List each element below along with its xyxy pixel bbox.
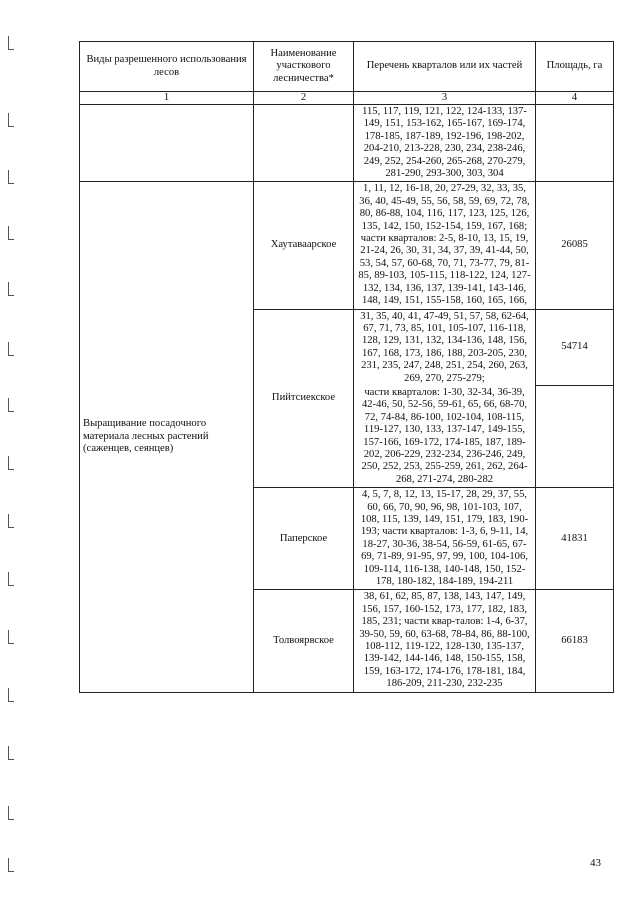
binder-mark [4, 572, 18, 586]
binder-mark [4, 342, 18, 356]
area-cell: 26085 [536, 182, 614, 309]
binder-mark [4, 282, 18, 296]
quarters-cell: 31, 35, 40, 41, 47-49, 51, 57, 58, 62-64, 67, 71, 73, 85, 101, 105-107, 116-118, 128, 129, 131, 132, 134-136, 148, 156, 167, 168, 173, 186, 188, 203-205, 230, 231, 235, 247, 248, 251, 254, 260, 263, 269, 270, 275-279; [354, 309, 536, 386]
column-number: 4 [536, 92, 614, 105]
table-row [80, 105, 614, 182]
quarters-cell: 38, 61, 62, 85, 87, 138, 143, 147, 149, 156, 157, 160-152, 173, 177, 182, 183, 185, 231; части квар-талов: 1-4, 6-37, 39-50, 59, 60, 63-68, 78-84, 86, 88-100, 108-112, 119-122, 128-130, 135-137, 139-142, 144-146, 148, 150-155, 158, 159, 163-172, 174-176, 178-181, 184, 186-209, 211-230, 232-235 [354, 590, 536, 692]
column-number: 1 [80, 92, 254, 105]
table-row [80, 182, 614, 309]
binder-mark [4, 36, 18, 50]
binder-mark [4, 858, 18, 872]
empty-cell [536, 386, 614, 488]
binder-mark [4, 456, 18, 470]
header-row [80, 42, 614, 92]
forestry-cell: Толвоярвское [254, 590, 354, 692]
page-number: 43 [590, 857, 601, 869]
column-number-row [80, 92, 614, 105]
forestry-cell: Пийтсиекское [254, 309, 354, 488]
header-quarters: Перечень кварталов или их частей [354, 42, 536, 92]
binder-mark [4, 514, 18, 528]
area-cell: 41831 [536, 488, 614, 590]
header-use-type: Виды разрешенного использования лесов [80, 42, 254, 92]
binder-mark [4, 746, 18, 760]
column-number: 2 [254, 92, 354, 105]
binder-mark [4, 398, 18, 412]
header-forestry: Наименование участкового лесничества* [254, 42, 354, 92]
area-cell: 66183 [536, 590, 614, 692]
use-type-cell: Выращивание посадочного материала лесных растений (саженцев, сеянцев) [80, 182, 254, 692]
forest-use-table [79, 41, 614, 693]
quarters-cell: 1, 11, 12, 16-18, 20, 27-29, 32, 33, 35, 36, 40, 45-49, 55, 56, 58, 59, 69, 72, 78, 80, 86-88, 104, 116, 117, 123, 125, 126, 135, 142, 150, 152-154, 159, 167, 168; части кварталов: 2-5, 8-10, 13, 15, 19, 21-24, 26, 30, 31, 34, 37, 39, 41-44, 50, 53, 54, 57, 60-68, 70, 71, 73-77, 79, 81-85, 89-103, 105-115, 118-122, 124, 127-132, 134, 136, 137, 139-141, 143-146, 148, 149, 151, 155-158, 160, 165, 166, [354, 182, 536, 309]
binder-mark [4, 170, 18, 184]
empty-cell [254, 105, 354, 182]
quarters-cell: части кварталов: 1-30, 32-34, 36-39, 42-46, 50, 52-56, 59-61, 65, 66, 68-70, 72, 74-84, 86-100, 102-104, 108-115, 119-127, 130, 133, 137-147, 149-155, 157-166, 169-172, 174-185, 187, 189-202, 206-229, 232-234, 236-246, 249, 250, 252, 253, 255-259, 261, 262, 264-268, 271-274, 280-282 [354, 386, 536, 488]
header-area: Площадь, га [536, 42, 614, 92]
area-cell: 54714 [536, 309, 614, 386]
binder-mark [4, 226, 18, 240]
quarters-cell: 115, 117, 119, 121, 122, 124-133, 137-149, 151, 153-162, 165-167, 169-174, 178-185, 187-189, 192-196, 198-202, 204-210, 213-228, 230, 234, 238-246, 249, 252, 254-260, 265-268, 270-279, 281-290, 293-300, 303, 304 [354, 105, 536, 182]
binder-mark [4, 630, 18, 644]
quarters-cell: 4, 5, 7, 8, 12, 13, 15-17, 28, 29, 37, 55, 60, 66, 70, 90, 96, 98, 101-103, 107, 108, 115, 139, 149, 151, 179, 183, 190-193; части кварталов: 1-3, 6, 9-11, 14, 18-27, 30-36, 38-54, 56-59, 61-65, 67-69, 71-89, 91-95, 97, 99, 100, 104-106, 109-114, 116-138, 140-148, 150, 152-178, 180-182, 184-189, 194-211 [354, 488, 536, 590]
binder-mark [4, 806, 18, 820]
empty-cell [536, 105, 614, 182]
binder-mark [4, 113, 18, 127]
binder-mark [4, 688, 18, 702]
forestry-cell: Паперское [254, 488, 354, 590]
column-number: 3 [354, 92, 536, 105]
forestry-cell: Хаутаваарское [254, 182, 354, 309]
empty-cell [80, 105, 254, 182]
